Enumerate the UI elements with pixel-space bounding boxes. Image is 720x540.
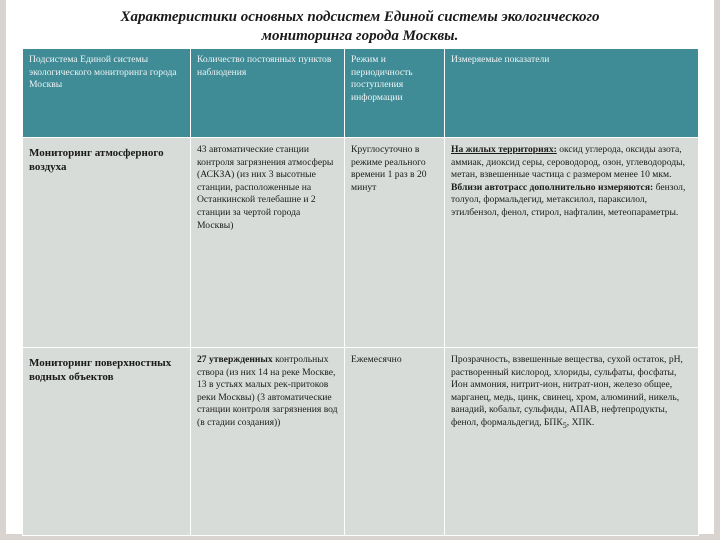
subsystems-table — [22, 48, 699, 536]
row-subsystem: Мониторинг поверхностных водных объектов — [23, 348, 191, 536]
points-text: контрольных створа (из них 14 на реке Москве, 13 в устьях малых рек-притоков реки Москвы) (3 автоматические станции контроля загрязнения вод (в стадии создания)) — [197, 354, 338, 428]
row-points: 43 автоматические станции контроля загрязнения атмосферы (АСКЗА) (из них 3 высотные станции, расположенные на Останкинской телебашне и 2 станции за чертой города Москвы) — [191, 138, 345, 348]
row-subsystem: Мониторинг атмосферного воздуха — [23, 138, 191, 348]
indicators-text-residential: оксид углерода, оксиды азота, аммиак, диоксид серы, сероводород, озон, углеводороды, метан, взвешенные частица с размером менее 10 мкм. — [451, 144, 685, 181]
indicators-text: Прозрачность, взвешенные вещества, сухой остаток, pH, растворенный кислород, хлориды, сульфаты, фосфаты, Ион аммония, нитрит-ион, нитрат-ион, железо общее, марганец, медь, цинк, свинец, хром, алюминий, никель, ванадий, кобальт, сульфиды, АПАВ, нефтепродукты, фенол, формальдегид, БПК — [451, 354, 683, 428]
row-indicators — [445, 348, 699, 536]
row-mode: Круглосуточно в режиме реального времени 1 раз в 20 минут — [345, 138, 445, 348]
indicators-tail: , ХПК. — [566, 416, 595, 428]
page-title — [40, 8, 680, 46]
header-mode: Режим и периодичность поступления информации — [345, 49, 445, 138]
indicators-label-highways: Вблизи автотрасс дополнительно измеряются: — [451, 181, 654, 193]
indicators-text-highways: бензол, толуол, формальдегид, метаксилол, параксилол, этилбензол, фенол, стирол, нафталин, метеопараметры. — [451, 181, 686, 218]
table-row — [23, 348, 699, 536]
header-subsystem: Подсистема Единой системы экологического мониторинга города Москвы — [23, 49, 191, 138]
header-points: Количество постоянных пунктов наблюдения — [191, 49, 345, 138]
table-header-row — [23, 49, 699, 138]
table-row — [23, 138, 699, 348]
row-points — [191, 348, 345, 536]
title-line-2: мониторинга города Москвы. — [261, 28, 459, 44]
indicators-label-residential: На жилых территориях: — [451, 144, 557, 155]
indicators-subscript: 5 — [562, 420, 567, 430]
title-line-1: Характеристики основных подсистем Единой системы экологического — [120, 9, 600, 25]
points-count: 27 утвержденных — [197, 354, 273, 365]
row-indicators — [445, 138, 699, 348]
header-indicators: Измеряемые показатели — [445, 49, 699, 138]
row-mode: Ежемесячно — [345, 348, 445, 536]
